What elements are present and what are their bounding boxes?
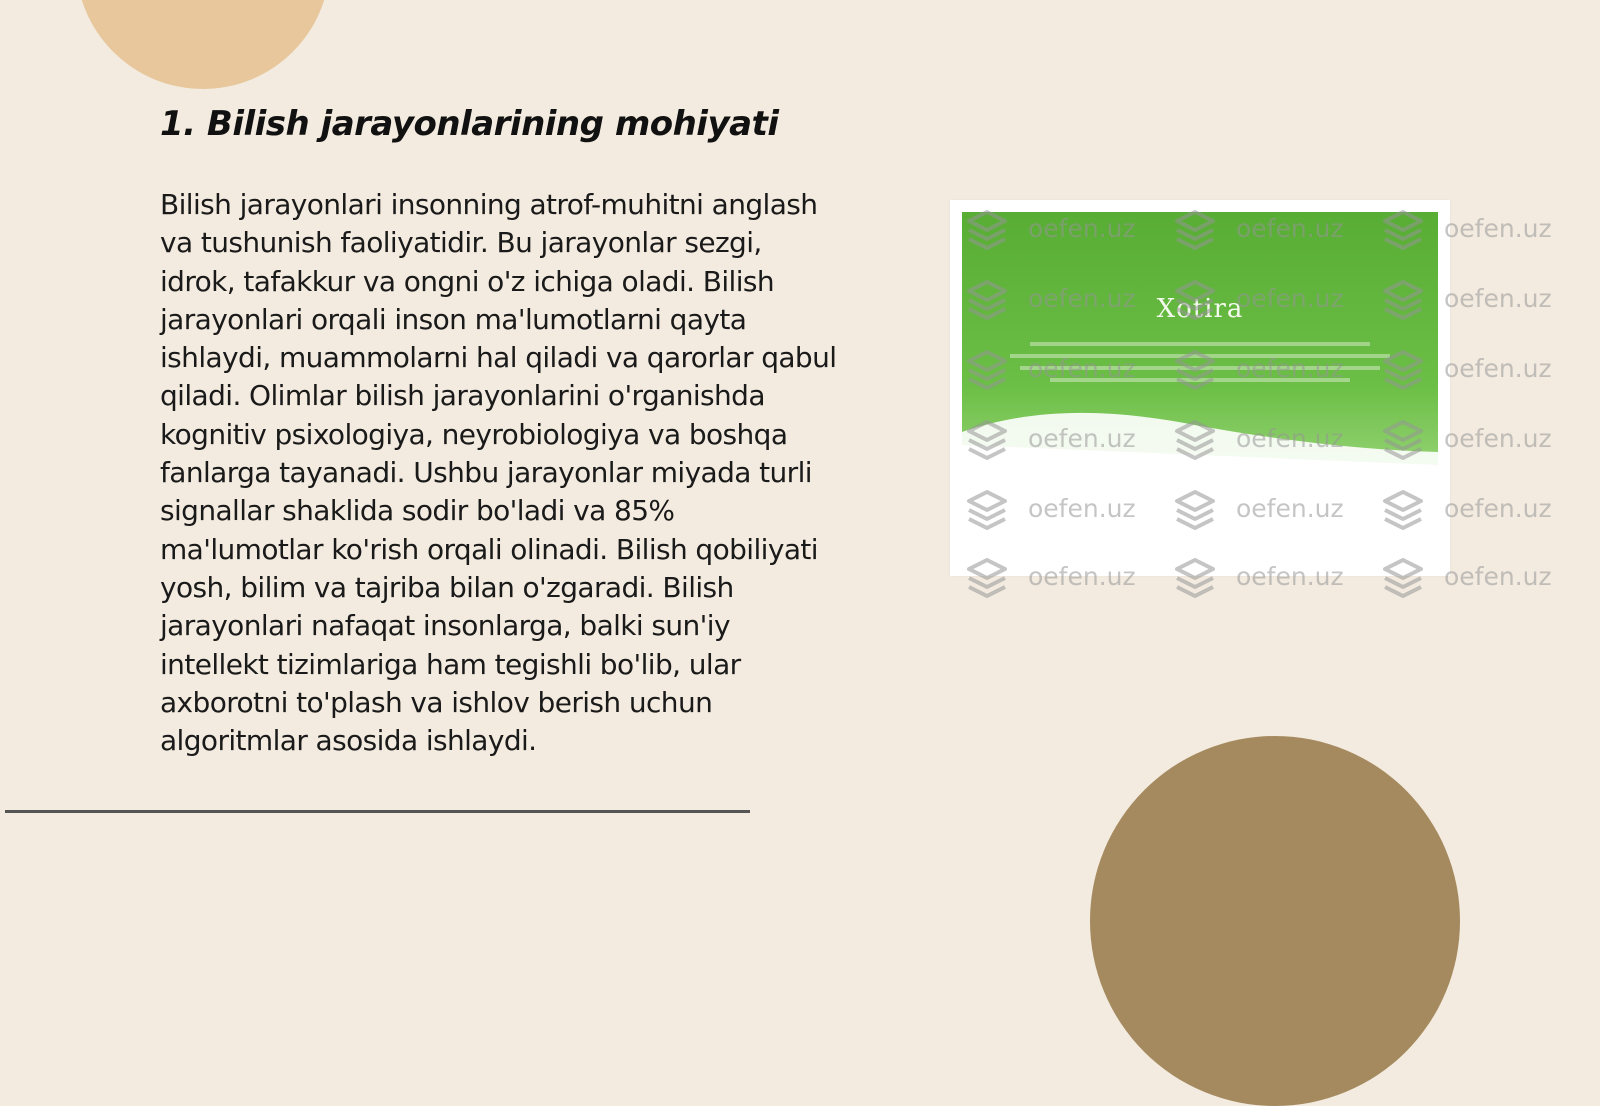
decorative-circle-bottom bbox=[1090, 736, 1460, 1106]
layers-stack-icon bbox=[1382, 556, 1424, 600]
divider-line bbox=[5, 810, 750, 813]
slide-image bbox=[950, 200, 1552, 591]
image-heading: Xotira bbox=[1156, 294, 1244, 324]
watermark-text: oefen.uz bbox=[1236, 562, 1344, 591]
layers-stack-icon bbox=[1382, 488, 1424, 532]
layers-stack-icon bbox=[1174, 418, 1216, 462]
layers-stack-icon bbox=[966, 488, 1008, 532]
watermark-text: oefen.uz bbox=[1028, 354, 1136, 383]
layers-stack-icon bbox=[1382, 348, 1424, 392]
watermark-text: oefen.uz bbox=[1444, 562, 1552, 591]
layers-stack-icon bbox=[966, 208, 1008, 252]
layers-stack-icon bbox=[966, 278, 1008, 322]
layers-stack-icon bbox=[1174, 556, 1216, 600]
watermark-text: oefen.uz bbox=[1236, 494, 1344, 523]
watermark-text: oefen.uz bbox=[1444, 284, 1552, 313]
watermark-text: oefen.uz bbox=[1236, 214, 1344, 243]
layers-stack-icon bbox=[1174, 488, 1216, 532]
layers-stack-icon bbox=[1174, 208, 1216, 252]
watermark-text: oefen.uz bbox=[1028, 424, 1136, 453]
watermark-text: oefen.uz bbox=[1028, 284, 1136, 313]
layers-stack-icon bbox=[1174, 348, 1216, 392]
layers-stack-icon bbox=[1382, 278, 1424, 322]
layers-stack-icon bbox=[1382, 418, 1424, 462]
watermark-text: oefen.uz bbox=[1028, 214, 1136, 243]
slide-body-text: Bilish jarayonlari insonning atrof-muhitni anglash va tushunish faoliyatidir. Bu jarayonlar sezgi, idrok, tafakkur va ongni o'z ichiga oladi. Bilish jarayonlari orqali inson ma'lumotlarni qayta ishlaydi, muammolarni hal qiladi va qarorlar qabul qiladi. Olimlar bilish jarayonlarini o'rganishda kognitiv psixologiya, neyrobiologiya va boshqa fanlarga tayanadi. Ushbu jarayonlar miyada turli signallar shaklida sodir bo'ladi va 85% ma'lumotlar ko'rish orqali olinadi. Bilish qobiliyati yosh, bilim va tajriba bilan o'zgaradi. Bilish jarayonlari nafaqat insonlarga, balki sun'iy intellekt tizimlariga ham tegishli bo'lib, ular axborotni to'plash va ishlov berish uchun algoritmlar asosida ishlaydi. bbox=[160, 188, 837, 758]
slide-title: 1. Bilish jarayonlarining mohiyati bbox=[160, 104, 779, 144]
layers-stack-icon bbox=[1174, 278, 1216, 322]
watermark-text: oefen.uz bbox=[1444, 494, 1552, 523]
layers-stack-icon bbox=[966, 418, 1008, 462]
watermark-text: oefen.uz bbox=[1028, 494, 1136, 523]
layers-stack-icon bbox=[966, 556, 1008, 600]
layers-stack-icon bbox=[966, 348, 1008, 392]
watermark-text: oefen.uz bbox=[1236, 424, 1344, 453]
watermark-text: oefen.uz bbox=[1236, 354, 1344, 383]
watermark-text: oefen.uz bbox=[1444, 214, 1552, 243]
watermark-text: oefen.uz bbox=[1444, 424, 1552, 453]
layers-stack-icon bbox=[1382, 208, 1424, 252]
watermark-text: oefen.uz bbox=[1236, 284, 1344, 313]
decorative-circle-top bbox=[76, 0, 330, 89]
watermark-text: oefen.uz bbox=[1028, 562, 1136, 591]
watermark-text: oefen.uz bbox=[1444, 354, 1552, 383]
